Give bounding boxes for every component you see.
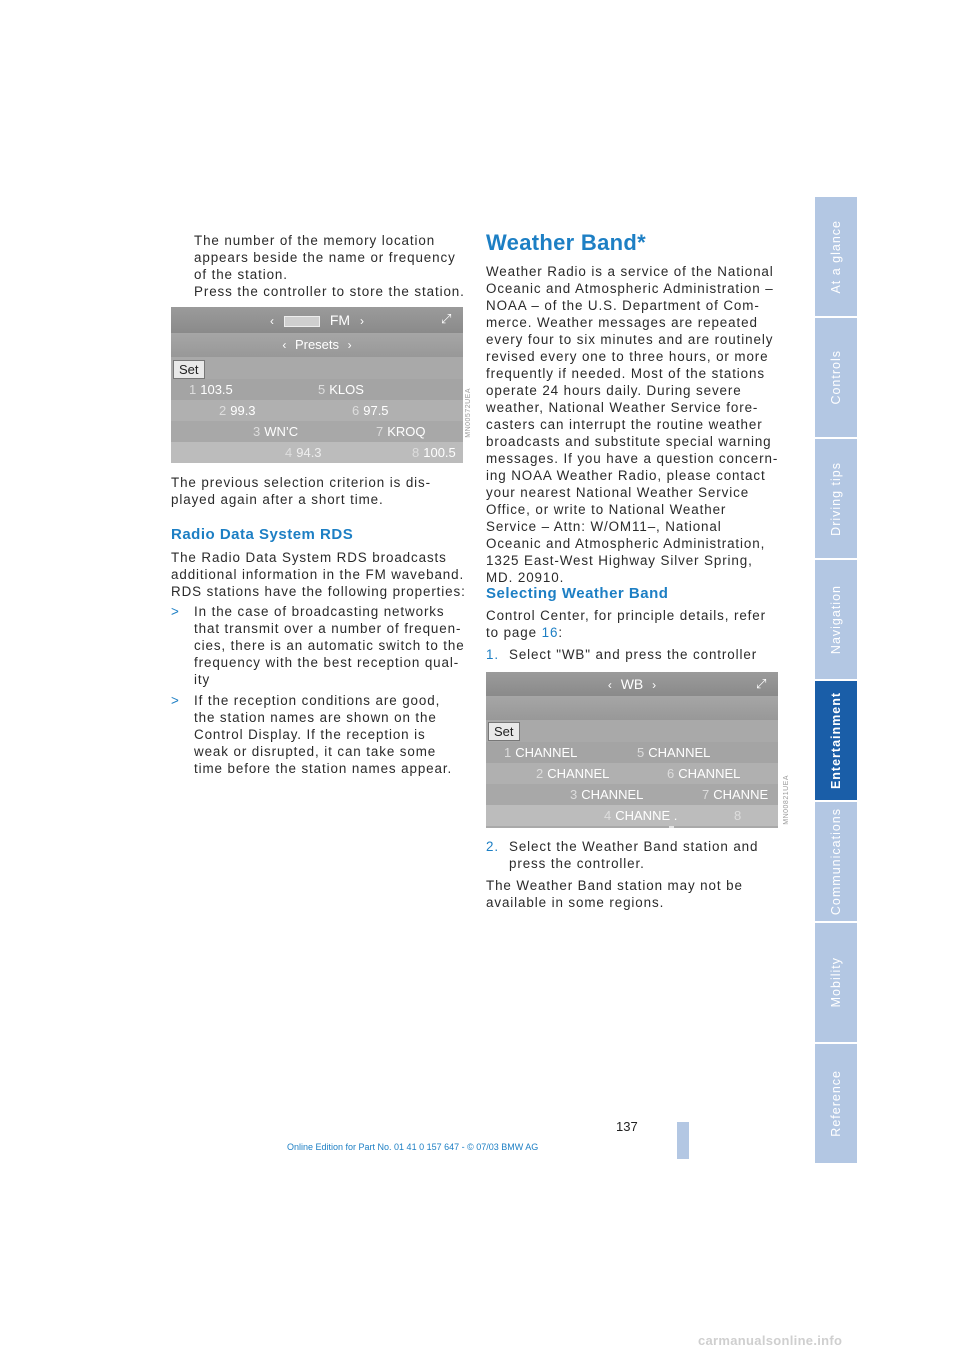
- channel-row[interactable]: [486, 763, 778, 784]
- weather-band-heading: Weather Band*: [486, 230, 646, 255]
- preset-left: [285, 445, 322, 460]
- arrow-left-icon: ‹: [270, 314, 275, 328]
- arrow-right-icon: ›: [359, 314, 364, 328]
- channel-left: [570, 787, 643, 802]
- bullet-marker: >: [171, 604, 180, 619]
- preset-value: KROQ: [387, 424, 426, 439]
- preset-value: 103.5: [200, 382, 233, 397]
- fm-band-bar[interactable]: [171, 307, 463, 333]
- channel-number: 6: [667, 766, 675, 781]
- wb-channel-screen: [486, 672, 778, 828]
- tab-label: Communications: [829, 807, 843, 916]
- page-number: 137: [616, 1119, 638, 1134]
- preset-value: KLOS: [329, 382, 364, 397]
- preset-left: [219, 403, 256, 418]
- preset-value: 100.5: [423, 445, 456, 460]
- arrow-right-icon: ›: [347, 338, 352, 352]
- bullet-item: [171, 692, 465, 777]
- preset-row[interactable]: [171, 442, 463, 463]
- arrow-left-icon: ‹: [282, 338, 287, 352]
- tab-controls[interactable]: [815, 318, 857, 437]
- set-button[interactable]: Set: [173, 360, 205, 379]
- tab-reference[interactable]: [815, 1044, 857, 1163]
- channel-number: 5: [637, 745, 645, 760]
- bullet-item: [171, 603, 465, 688]
- channel-row[interactable]: [486, 805, 778, 826]
- step-number: 1.: [486, 647, 499, 662]
- preset-number: 6: [352, 403, 360, 418]
- preset-value: WN’C: [264, 424, 299, 439]
- channel-right: [702, 787, 768, 802]
- tab-label: Driving tips: [829, 461, 843, 536]
- channel-row[interactable]: [486, 784, 778, 805]
- preset-value: 99.3: [230, 403, 256, 418]
- preset-row[interactable]: [171, 400, 463, 421]
- tab-at-a-glance[interactable]: [815, 197, 857, 316]
- channel-number: 7: [702, 787, 710, 802]
- channel-left: [536, 766, 609, 781]
- preset-value: 94.3: [296, 445, 322, 460]
- wb-sub-bar: [486, 696, 778, 720]
- channel-value: CHANNEL: [648, 745, 711, 760]
- channel-right: [734, 808, 745, 823]
- tab-entertainment[interactable]: [815, 681, 857, 800]
- fm-presets-screen: [171, 307, 463, 463]
- preset-number: 7: [376, 424, 384, 439]
- preset-number: 2: [219, 403, 227, 418]
- step-text: Select "WB" and press the controller: [509, 647, 758, 662]
- presets-label: Presets: [294, 337, 340, 352]
- preset-number: 1: [189, 382, 197, 397]
- preset-right: [352, 403, 389, 418]
- tab-label: Navigation: [829, 584, 843, 655]
- step-number: 2.: [486, 839, 499, 854]
- edition-footer: Online Edition for Part No. 01 41 0 157 647 - © 07/03 BMW AG: [287, 1142, 539, 1152]
- cc-text: Control Center, for principle details, refer to page: [486, 608, 766, 640]
- corner-menu-icon[interactable]: ⤢: [441, 311, 452, 326]
- wb-band-bar[interactable]: [486, 672, 778, 696]
- bullet-text: If the reception conditions are good, the station names are shown on the Control Display. If the reception is weak or disrupted, it can take some time before the station names appear.: [194, 693, 453, 776]
- channel-number: 8: [734, 808, 742, 823]
- store-station-text: Press the controller to store the station.: [194, 284, 465, 299]
- rds-intro-text: The Radio Data System RDS broadcasts additional information in the FM waveband. RDS stations have the following properties:: [171, 550, 466, 599]
- page-marker-bar: [677, 1122, 689, 1159]
- channel-number: 2: [536, 766, 544, 781]
- channel-right: [637, 745, 710, 760]
- tab-navigation[interactable]: [815, 560, 857, 679]
- corner-menu-icon[interactable]: ⤢: [756, 676, 767, 691]
- tab-label: Reference: [829, 1070, 843, 1137]
- bullet-text: In the case of broadcasting networks that transmit over a number of frequencies, there is an automatic switch to the frequency with the best reception quality: [194, 604, 465, 687]
- arrow-right-icon: ›: [652, 678, 657, 692]
- channel-value: CHANNEL: [581, 787, 644, 802]
- channel-value: CHANNEL: [515, 745, 578, 760]
- tab-label: At a glance: [829, 219, 843, 294]
- channel-value: CHANNEL: [678, 766, 741, 781]
- preset-number: 5: [318, 382, 326, 397]
- preset-right: [376, 424, 426, 439]
- arrow-left-icon: ‹: [607, 678, 612, 692]
- channel-left: [504, 745, 577, 760]
- image-code: MN00572UEA: [465, 388, 472, 438]
- preset-left: [189, 382, 233, 397]
- set-button[interactable]: Set: [488, 722, 520, 741]
- presets-bar[interactable]: [171, 333, 463, 357]
- tab-label: Controls: [829, 350, 843, 405]
- tab-mobility[interactable]: [815, 923, 857, 1042]
- channel-value: CHANNE: [713, 787, 769, 802]
- preset-row[interactable]: [171, 421, 463, 442]
- tab-label: Entertainment: [829, 691, 843, 790]
- step-1: [486, 646, 778, 663]
- preset-row[interactable]: [171, 379, 463, 400]
- channel-value: CHANNEL: [547, 766, 610, 781]
- radio-icon: [284, 316, 320, 327]
- preset-right: [318, 382, 364, 397]
- preset-number: 8: [412, 445, 420, 460]
- tab-driving-tips[interactable]: [815, 439, 857, 558]
- availability-text: The Weather Band station may not be available in some regions.: [486, 878, 743, 910]
- channel-left: [604, 808, 677, 823]
- fm-label: FM: [329, 312, 351, 328]
- rds-heading: Radio Data System RDS: [171, 526, 354, 543]
- wb-label: WB: [620, 676, 644, 692]
- chapter-tabs: [815, 197, 857, 1165]
- channel-right: [667, 766, 740, 781]
- bullet-marker: >: [171, 693, 180, 708]
- preset-right: [412, 445, 456, 460]
- memory-location-text: The number of the memory location appears beside the name or frequency of the station.: [194, 233, 456, 282]
- tab-communications[interactable]: [815, 802, 857, 921]
- image-code: MN00821UEA: [783, 775, 790, 825]
- control-center-text: [486, 607, 778, 641]
- channel-number: 4: [604, 808, 612, 823]
- cc-colon: :: [558, 625, 563, 640]
- channel-number: 1: [504, 745, 512, 760]
- tab-label: Mobility: [829, 957, 843, 1008]
- watermark: carmanualsonline.info: [698, 1333, 843, 1348]
- preset-value: 97.5: [363, 403, 389, 418]
- weather-radio-text: Weather Radio is a service of the National Oceanic and Atmospheric Administration – NOAA – of the U.S. Department of Commerce. Weather messages are repeated every four to six minutes and are routinely revised every one to three hours, or more frequently if needed. Most of the stations operate 24 hours daily. During severe weather, National Weather Service forecasters can interrupt the routine weather broadcasts and substitute special warning messages. If you have a question concerning NOAA Weather Radio, please contact your nearest National Weather Service Office, or write to National Weather Service – Attn: W/OM11–, National Oceanic and Atmospheric Administration, 1325 East-West Highway Silver Spring, MD. 20910.: [486, 264, 778, 585]
- selecting-weather-band-heading: Selecting Weather Band: [486, 585, 669, 602]
- preset-number: 4: [285, 445, 293, 460]
- preset-left: [253, 424, 298, 439]
- channel-row[interactable]: [486, 742, 778, 763]
- step-text: Select the Weather Band station and press the controller.: [509, 839, 759, 871]
- selection-criterion-text: The previous selection criterion is displayed again after a short time.: [171, 475, 431, 507]
- page-16-link[interactable]: 16: [541, 625, 559, 640]
- preset-number: 3: [253, 424, 261, 439]
- channel-value: CHANNE .: [615, 808, 678, 823]
- channel-number: 3: [570, 787, 578, 802]
- step-2: [486, 838, 778, 872]
